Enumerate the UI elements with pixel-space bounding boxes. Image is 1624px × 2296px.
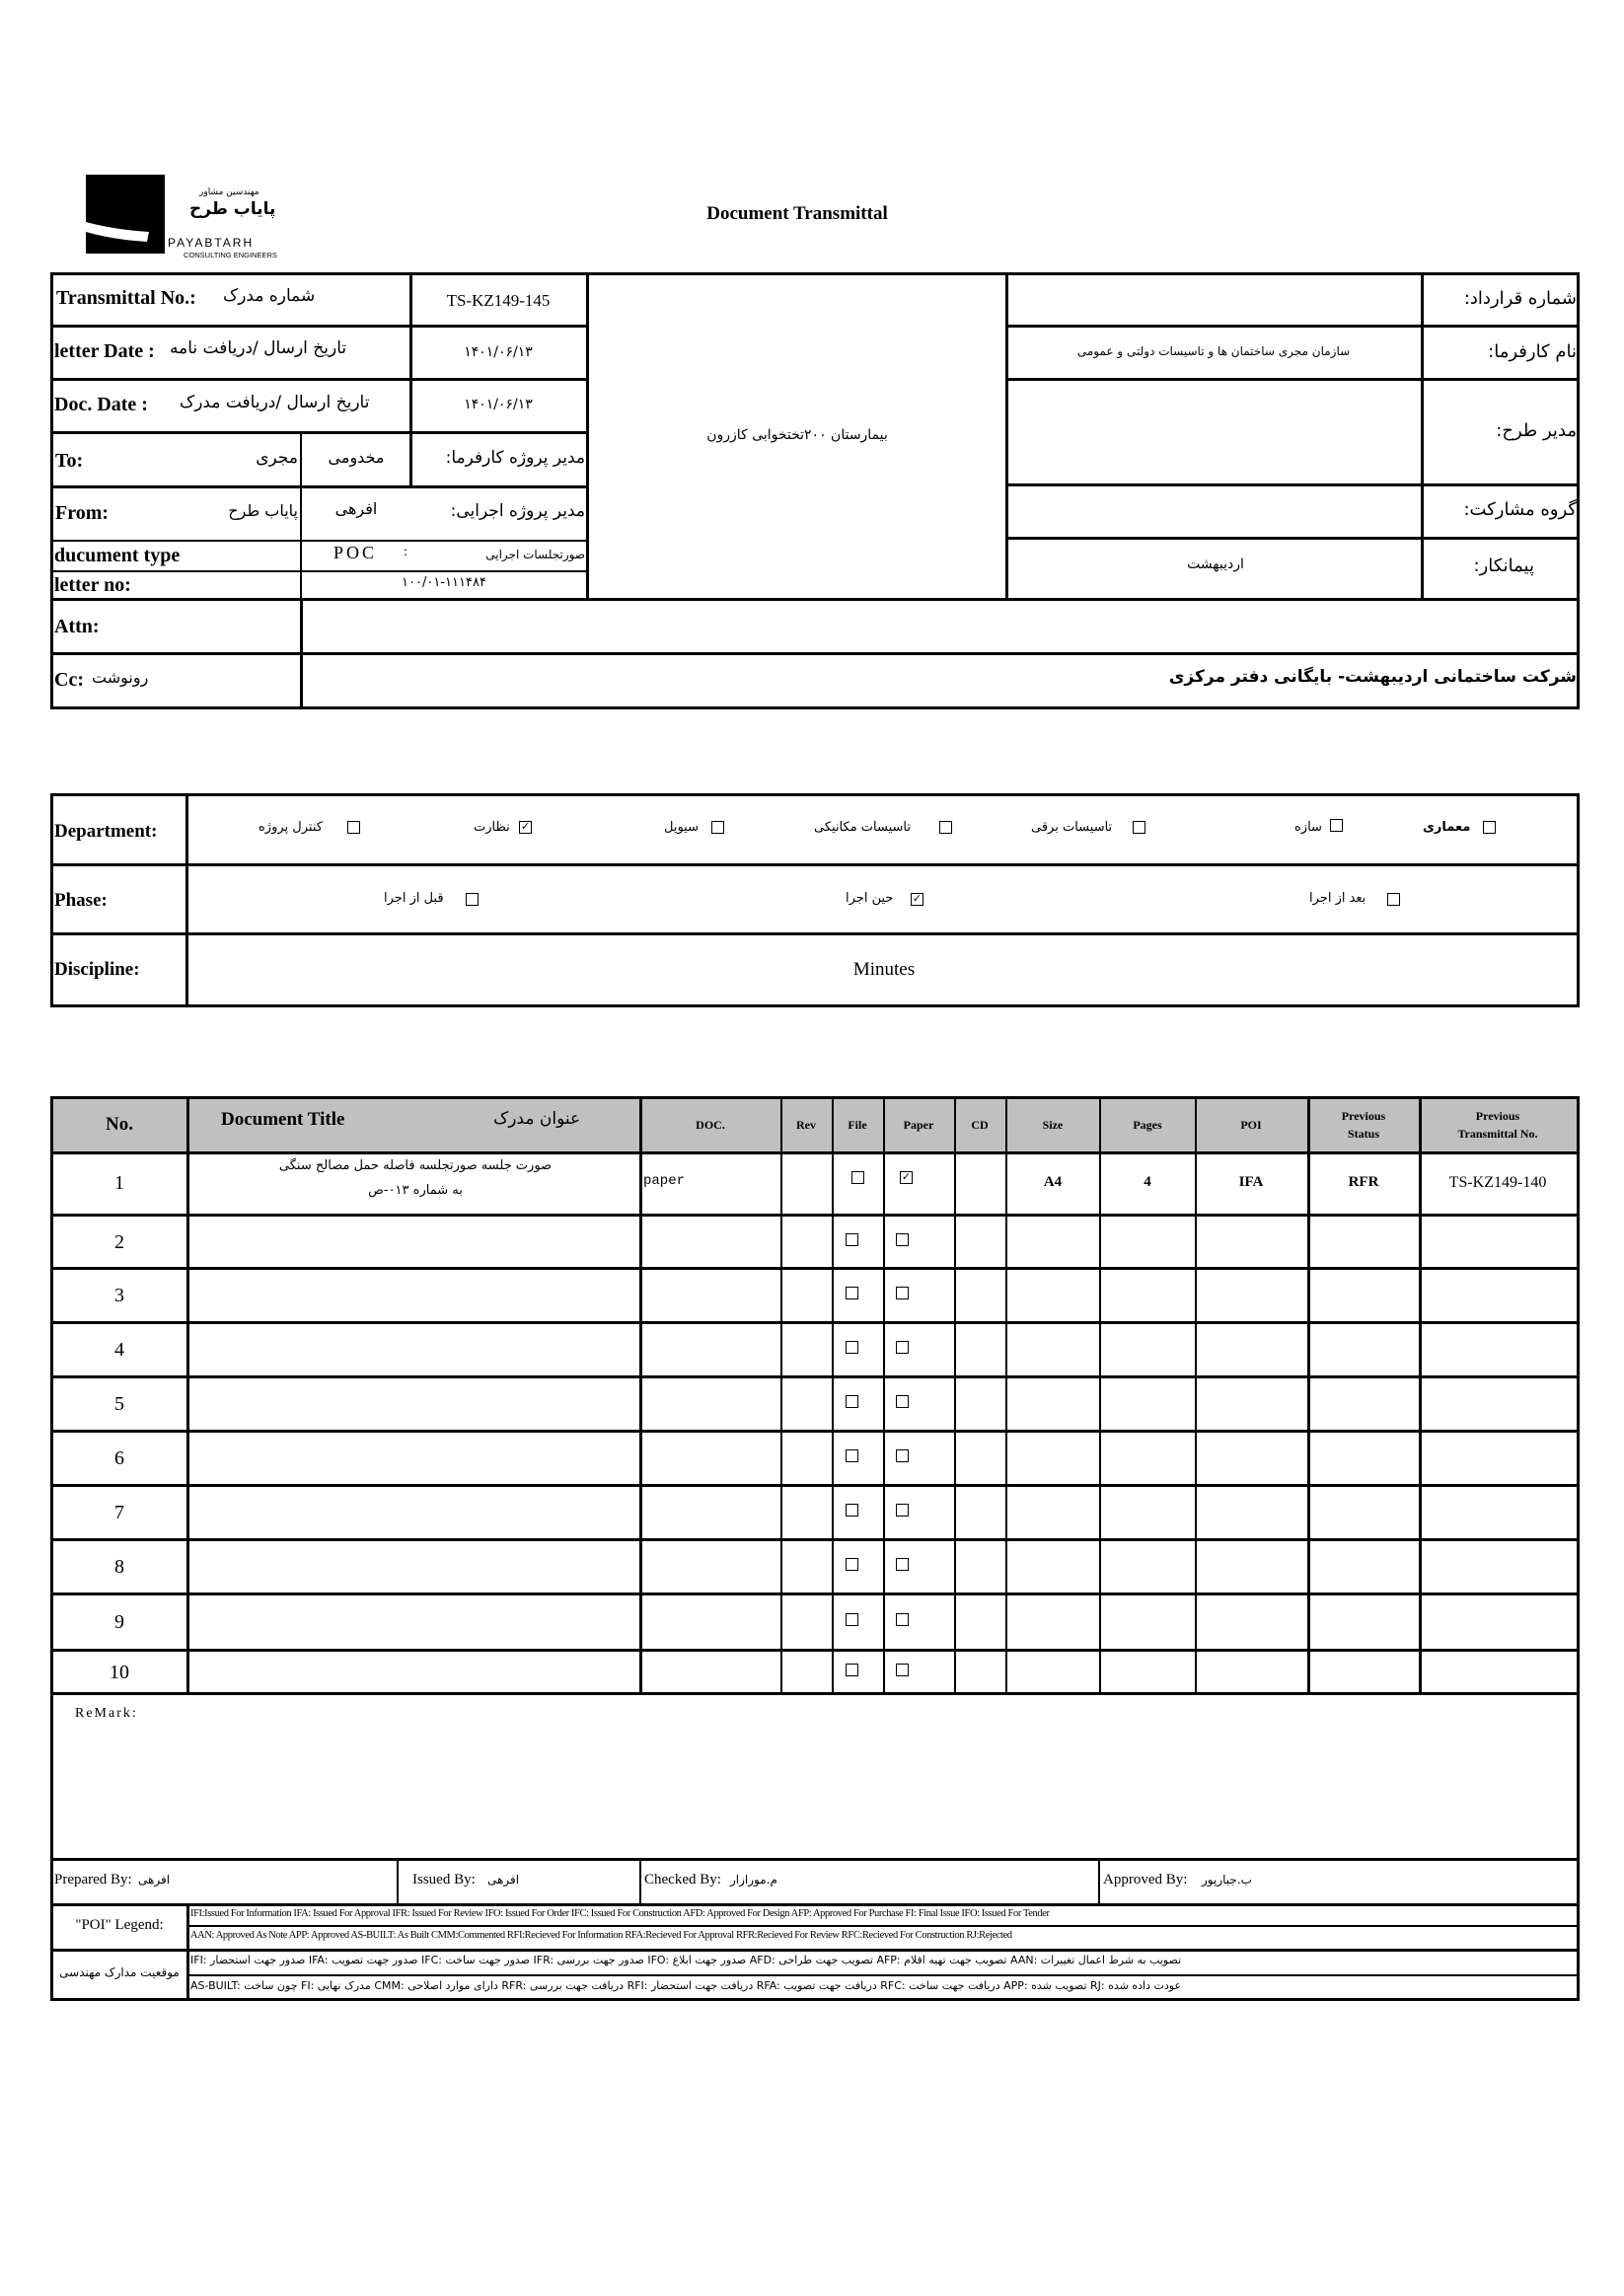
- row-file-checkbox[interactable]: [846, 1341, 858, 1354]
- row-poi: IFA: [1238, 1174, 1264, 1190]
- row-paper-checkbox[interactable]: [896, 1504, 909, 1517]
- row-doc: paper: [643, 1173, 686, 1189]
- table-row: [50, 1153, 1580, 1215]
- department-option-civil[interactable]: [656, 819, 735, 839]
- row-file-checkbox[interactable]: [846, 1233, 858, 1246]
- cc-label-fa: رونوشت: [92, 668, 149, 687]
- divider: [409, 272, 412, 487]
- logo-fa-name: پایاب طرح: [189, 199, 276, 219]
- letter-no-label: letter no:: [54, 574, 131, 596]
- doc-type-label: ducument type: [54, 545, 181, 566]
- table-row: [50, 1269, 1580, 1322]
- department-option-structure[interactable]: [1292, 819, 1352, 839]
- row-paper-checkbox[interactable]: [896, 1558, 909, 1571]
- row-title-line2: به شماره ۰۱۳-ص: [368, 1183, 463, 1198]
- divider: [639, 1858, 641, 1904]
- row-file-checkbox[interactable]: [851, 1171, 864, 1184]
- checkbox[interactable]: [1483, 821, 1496, 834]
- divider: [50, 325, 587, 328]
- fa-legend-line-2: AS-BUILT: چون ساخت FI: مدرک نهایی CMM: دارای موارد اصلاحی RFR: دریافت جهت بررسی RFI: دریافت جهت استحضار RFA: دریافت جهت تصویب RFC: دریافت جهت ساخت APP: تصویب شده RJ: عودت داده شده: [190, 1979, 1182, 1992]
- col-no: No.: [106, 1114, 133, 1135]
- department-option-project-control[interactable]: [247, 819, 365, 839]
- checkbox[interactable]: [1133, 821, 1145, 834]
- divider: [1005, 272, 1008, 600]
- option-label: قبل از اجرا: [384, 891, 444, 906]
- col-prev-status-1: Previous: [1341, 1109, 1386, 1123]
- logo-mark-icon: [86, 175, 165, 254]
- table-row: [50, 1377, 1580, 1431]
- row-no: 5: [114, 1393, 124, 1415]
- employer-label: نام کارفرما:: [1488, 341, 1577, 362]
- table-row: [50, 1651, 1580, 1694]
- issued-by-value: افرهی: [487, 1873, 520, 1887]
- divider: [1006, 537, 1580, 540]
- row-paper-checkbox[interactable]: [896, 1341, 909, 1354]
- divider: [50, 1903, 1580, 1906]
- divider: [1006, 325, 1580, 328]
- logo-fa-small: مهندسین مشاور: [199, 187, 259, 197]
- issued-by-label: Issued By:: [412, 1872, 476, 1888]
- divider: [186, 1903, 189, 2000]
- poi-legend-line-2: AAN: Approved As Note APP: Approved AS-BUILT: As Built CMM:Commented RFI:Recieved For Information RFA:Recieved For Approval RFR:Recieved For Review RFC:Recieved For Construction RJ:Rejected: [190, 1930, 1012, 1941]
- divider: [50, 1949, 1580, 1952]
- row-paper-checkbox[interactable]: [896, 1613, 909, 1626]
- checkbox[interactable]: [939, 821, 952, 834]
- row-paper-checkbox[interactable]: [896, 1233, 909, 1246]
- col-file: File: [848, 1118, 867, 1132]
- checkbox-checked[interactable]: ✓: [912, 892, 923, 905]
- option-label: سازه: [1294, 820, 1322, 835]
- divider: [50, 570, 587, 572]
- transmittal-no-label: Transmittal No.:: [56, 287, 196, 309]
- prepared-by-value: افرهی: [138, 1873, 171, 1887]
- divider: [185, 793, 188, 1007]
- discipline-value: Minutes: [852, 959, 916, 980]
- col-rev: Rev: [796, 1118, 816, 1132]
- poi-legend-line-1: IFI:Issued For Information IFA: Issued For Approval IFR: Issued For Review IFO: Issued For Order IFC: Issued For Construction AFD: Approved For Design AFP: Approved For Purchase FI: Final Issue IFO: Issued For Tender: [190, 1908, 1050, 1919]
- checkbox[interactable]: [711, 821, 724, 834]
- letter-date-label: letter Date :: [54, 340, 155, 362]
- row-prev-trans: TS-KZ149-140: [1448, 1174, 1547, 1191]
- col-cd: CD: [971, 1118, 989, 1132]
- table-row: [50, 1540, 1580, 1593]
- row-no: 2: [114, 1231, 124, 1253]
- department-option-supervision[interactable]: [464, 819, 543, 839]
- divider: [586, 272, 589, 600]
- col-doc: DOC.: [696, 1118, 725, 1132]
- col-size: Size: [1042, 1118, 1064, 1132]
- divider: [50, 932, 1580, 935]
- checked-by-value: م.مورازار: [730, 1873, 777, 1887]
- cc-label: Cc:: [54, 669, 84, 691]
- phase-option-during[interactable]: [844, 890, 923, 910]
- checkbox[interactable]: [466, 893, 479, 906]
- to-person: مخدومی: [328, 448, 385, 467]
- doc-type-code: POC: [333, 543, 378, 562]
- partnership-label: گروه مشارکت:: [1463, 499, 1577, 520]
- option-label: کنترل پروژه: [258, 820, 323, 835]
- table-row: [50, 1594, 1580, 1650]
- company-logo: [86, 175, 283, 259]
- col-poi: POI: [1240, 1118, 1262, 1132]
- letter-date-label-fa: تاریخ ارسال /دریافت نامه: [170, 338, 347, 358]
- doc-date-label-fa: تاریخ ارسال /دریافت مدرک: [180, 393, 370, 412]
- row-file-checkbox[interactable]: [846, 1287, 858, 1299]
- option-label: سیویل: [664, 820, 699, 835]
- col-paper: Paper: [903, 1118, 934, 1132]
- checked-by-label: Checked By:: [644, 1872, 721, 1888]
- checkbox[interactable]: [1330, 819, 1343, 832]
- option-label: معماری: [1423, 820, 1471, 835]
- from-person: افرهی: [334, 499, 378, 518]
- contract-no-label: شماره قرارداد:: [1463, 288, 1577, 309]
- transmittal-no-value: TS-KZ149-145: [446, 291, 551, 310]
- from-value: پایاب طرح: [228, 501, 298, 520]
- doc-type-value: صورتجلسات اجرایی: [485, 548, 585, 561]
- row-pages: 4: [1144, 1174, 1151, 1190]
- logo-en-name: PAYABTARH: [168, 236, 255, 250]
- row-file-checkbox[interactable]: [846, 1613, 858, 1626]
- contractor-label: پیمانکار:: [1473, 555, 1534, 576]
- col-title-en: Document Title: [221, 1109, 345, 1130]
- department-option-mechanical[interactable]: [809, 819, 957, 839]
- checkbox[interactable]: [347, 821, 360, 834]
- divider: [300, 598, 303, 709]
- doc-date-value: ۱۴۰۱/۰۶/۱۳: [464, 397, 533, 412]
- approved-by-label: Approved By:: [1103, 1872, 1188, 1888]
- phase-option-after[interactable]: [1307, 890, 1406, 910]
- department-label: Department:: [54, 821, 158, 842]
- row-no: 3: [114, 1285, 124, 1306]
- row-file-checkbox[interactable]: [846, 1664, 858, 1676]
- option-label: تاسیسات برقی: [1031, 820, 1113, 835]
- divider: [50, 598, 1580, 601]
- divider: [187, 1925, 1580, 1927]
- row-paper-checkbox-checked[interactable]: ✓: [901, 1170, 912, 1183]
- department-option-electrical[interactable]: [1031, 819, 1159, 839]
- row-paper-checkbox[interactable]: [896, 1395, 909, 1408]
- divider: [50, 378, 587, 381]
- divider: [50, 431, 587, 434]
- checkbox-checked[interactable]: ✓: [520, 820, 531, 833]
- remark-field[interactable]: [59, 1727, 1569, 1853]
- phase-label: Phase:: [54, 890, 108, 911]
- table-row: [50, 1216, 1580, 1269]
- row-file-checkbox[interactable]: [846, 1504, 858, 1517]
- row-paper-checkbox[interactable]: [896, 1287, 909, 1299]
- option-label: تاسیسات مکانیکی: [814, 820, 911, 835]
- checkbox[interactable]: [1387, 893, 1400, 906]
- page-title: Document Transmittal: [706, 203, 888, 224]
- option-label: نظارت: [474, 820, 510, 835]
- row-file-checkbox[interactable]: [846, 1449, 858, 1462]
- col-prev-trans-2: Transmittal No.: [1457, 1127, 1538, 1141]
- divider: [50, 1858, 1580, 1861]
- row-no: 4: [114, 1339, 124, 1361]
- fa-legend-line-1: IFI: صدور جهت استحضار IFA: صدور جهت تصویب IFC: صدور جهت ساخت IFR: صدور جهت بررسی IFO: صدور جهت ابلاغ AFD: تصویب جهت طراحی AFP: تصویب جهت تهیه اقلام AAN: تصویب به شرط اعمال تغییرات: [190, 1954, 1182, 1966]
- remark-label: ReMark:: [75, 1706, 138, 1721]
- divider: [1006, 378, 1580, 381]
- from-role: مدیر پروژه اجرایی:: [450, 501, 585, 521]
- divider: [50, 485, 587, 488]
- row-paper-checkbox[interactable]: [896, 1664, 909, 1676]
- divider: [50, 863, 1580, 866]
- row-no: 1: [114, 1172, 124, 1194]
- table-row: [50, 1486, 1580, 1539]
- logo-en-sub: CONSULTING ENGINEERS: [184, 251, 277, 259]
- to-value: مجری: [256, 448, 298, 468]
- divider: [1098, 1858, 1100, 1904]
- approved-by-value: ب.جبارپور: [1202, 1873, 1252, 1887]
- row-file-checkbox[interactable]: [846, 1558, 858, 1571]
- divider: [187, 1974, 1580, 1976]
- table-row: [50, 1432, 1580, 1485]
- row-no: 6: [114, 1447, 124, 1469]
- divider: [50, 540, 587, 542]
- letter-no-value: ۱۰۰/۰۱-۱۱۱۴۸۴: [402, 575, 486, 590]
- discipline-label: Discipline:: [54, 959, 140, 980]
- option-label: بعد از اجرا: [1309, 891, 1366, 906]
- attn-label: Attn:: [54, 616, 100, 637]
- prepared-by-label: Prepared By:: [54, 1872, 132, 1888]
- table-row: [50, 1323, 1580, 1376]
- row-no: 10: [110, 1662, 129, 1683]
- from-label: From:: [55, 502, 110, 524]
- cc-value: شرکت ساختمانی اردیبهشت- بایگانی دفتر مرکزی: [1168, 667, 1577, 687]
- row-no: 9: [114, 1611, 124, 1633]
- col-title-fa: عنوان مدرک: [493, 1109, 581, 1129]
- col-pages: Pages: [1133, 1118, 1162, 1132]
- divider: [300, 431, 302, 599]
- to-label: To:: [55, 450, 84, 472]
- divider: [50, 652, 1580, 655]
- doc-date-label: Doc. Date :: [54, 394, 148, 415]
- phase-option-before[interactable]: [380, 890, 479, 910]
- row-no: 8: [114, 1556, 124, 1578]
- contractor-value: اردیبهشت: [1187, 556, 1244, 572]
- row-size: A4: [1043, 1174, 1063, 1190]
- col-prev-trans-1: Previous: [1475, 1109, 1520, 1123]
- option-label: حین اجرا: [846, 891, 894, 906]
- row-no: 7: [114, 1502, 124, 1523]
- project-name: بیمارستان ۲۰۰تختخوابی کازرون: [706, 427, 888, 443]
- row-title-line1: صورت جلسه صورتجلسه فاصله حمل مصالح سنگی: [278, 1158, 553, 1173]
- row-paper-checkbox[interactable]: [896, 1449, 909, 1462]
- employer-value: سازمان مجری ساختمان ها و تاسیسات دولتی و عمومی: [1076, 344, 1351, 358]
- to-role: مدیر پروژه کارفرما:: [445, 448, 585, 468]
- department-option-architecture[interactable]: [1421, 819, 1500, 839]
- letter-date-value: ۱۴۰۱/۰۶/۱۳: [464, 344, 533, 360]
- divider: [1006, 483, 1580, 486]
- poi-legend-label: "POI" Legend:: [75, 1917, 164, 1933]
- plan-manager-label: مدیر طرح:: [1496, 420, 1577, 441]
- row-prev-status: RFR: [1348, 1174, 1379, 1190]
- fa-legend-label: موقعیت مدارک مهندسی: [59, 1965, 180, 1979]
- divider: [397, 1858, 399, 1904]
- doc-type-sep: :: [404, 545, 407, 559]
- col-prev-status-2: Status: [1347, 1127, 1380, 1141]
- row-file-checkbox[interactable]: [846, 1395, 858, 1408]
- divider: [1421, 272, 1424, 600]
- transmittal-no-label-fa: شماره مدرک: [223, 286, 316, 306]
